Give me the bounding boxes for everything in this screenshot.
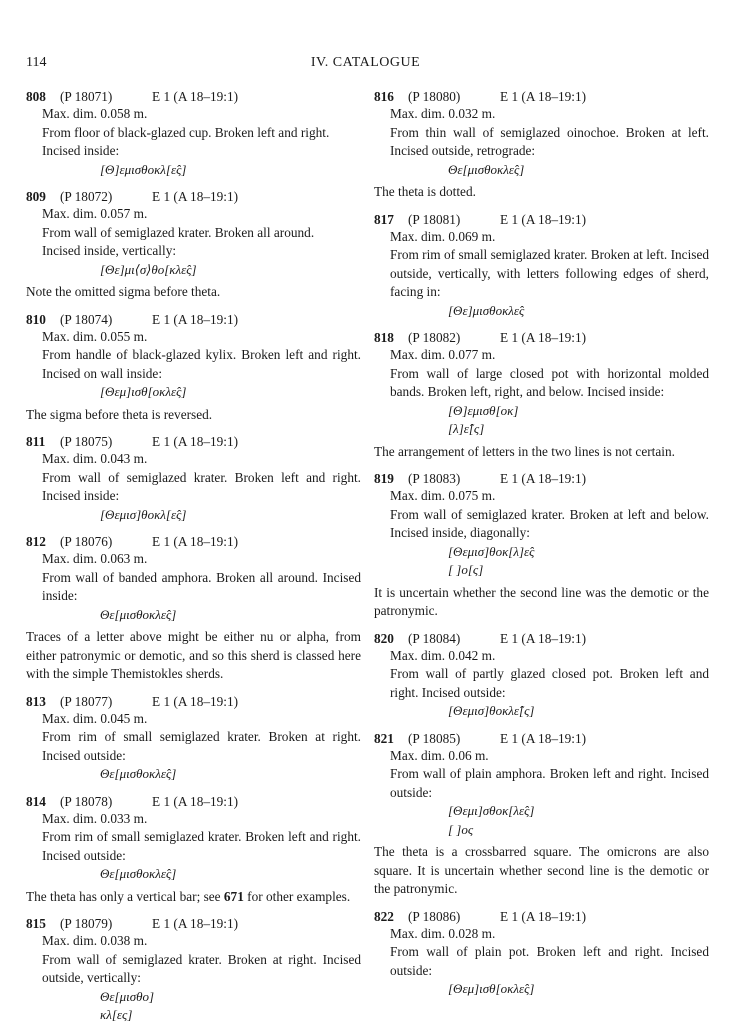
greek-inscription: [Θ]εμισθ[οκ] (448, 402, 519, 418)
entry-description (374, 228, 709, 321)
entry-note: The sigma before theta is reversed. (26, 406, 213, 422)
entry-note: Traces of a letter above might be either nu or alpha, from either patronymic or demotic, and so this sherd is classed here with the simple Themistokles sherds. (26, 629, 361, 681)
greek-inscription: [Θεμ]ισθ[οκλε̂ς] (448, 981, 535, 996)
description-line: Max. dim. 0.058 m. (42, 106, 148, 121)
inventory-number: (P 18086) (408, 908, 461, 924)
greek-inscription: Θε[μισθοκλε̂ς] (100, 606, 177, 622)
catalogue-entry (26, 433, 361, 524)
entry-heading (374, 908, 709, 925)
inventory-number: (P 18080) (408, 89, 461, 104)
greek-inscription: [Θε]μισθοκλε̂ς (448, 302, 525, 318)
greek-inscription: [λ]ε̂[ς] (448, 421, 485, 436)
entry-description (26, 810, 361, 884)
description-line: From floor of black-glazed cup. Broken left and right. (42, 124, 330, 140)
deposit-context: E 1 (A 18–19:1) (500, 630, 587, 646)
description-line: From rim of small semiglazed krater. Broken left and right. Incised outside: (42, 829, 361, 863)
entry-note: It is uncertain whether the second line was the demotic or the patronymic. (374, 584, 709, 618)
entry-description (26, 328, 361, 402)
entry-number: 817 (374, 211, 394, 227)
deposit-context: E 1 (A 18–19:1) (500, 89, 587, 104)
description-line: Max. dim. 0.057 m. (42, 206, 148, 221)
entry-description (26, 205, 361, 279)
greek-inscription: Θε[μισθοκλε̂ς] (100, 766, 177, 781)
description-line: Incised inside, vertically: (42, 243, 177, 258)
description-line: Max. dim. 0.055 m. (42, 328, 148, 344)
greek-inscription: [Θ]εμισθοκλ[ε̂ς] (100, 161, 187, 177)
greek-inscription: [Θεμι]σθοκ[λε̂ς] (448, 803, 535, 818)
inventory-number: (P 18072) (60, 189, 113, 204)
entry-description (26, 105, 361, 179)
entry-note: Note the omitted sigma before theta. (26, 284, 221, 299)
catalogue-entry (374, 470, 709, 621)
entry-description (374, 647, 709, 721)
right-column (374, 88, 709, 999)
catalogue-entry (26, 915, 361, 1025)
entry-heading (26, 915, 361, 932)
deposit-context: E 1 (A 18–19:1) (152, 534, 239, 549)
deposit-context: E 1 (A 18–19:1) (152, 793, 239, 809)
greek-inscription: [Θεμ]ισθ[οκλε̂ς] (100, 384, 187, 399)
description-line: From rim of small semiglazed krater. Broken at left. Incised outside, vertically, with letters following edges of sherd, facing in: (390, 247, 709, 299)
entry-note: The theta is a crossbarred square. The omicrons are also square. It is uncertain whether second line is the demotic or the patronymic. (374, 844, 709, 896)
entry-number: 816 (374, 89, 394, 104)
entry-heading (374, 730, 709, 747)
greek-inscription: [Θεμισ]θοκλε̂[ς] (448, 703, 535, 718)
entry-number: 814 (26, 793, 46, 809)
entry-description (374, 747, 709, 840)
greek-inscription: [ ]ο[ς] (448, 562, 484, 577)
entry-number: 809 (26, 189, 46, 204)
description-line: Max. dim. 0.075 m. (390, 488, 496, 503)
entry-number: 821 (374, 730, 394, 746)
entry-heading (26, 311, 361, 328)
greek-inscription: κλ[ες] (100, 1007, 133, 1022)
catalogue-entry (26, 533, 361, 684)
catalogue-entry (374, 908, 709, 999)
description-line: Max. dim. 0.042 m. (390, 647, 496, 663)
entry-note: The theta is dotted. (374, 184, 476, 199)
entry-number: 810 (26, 311, 46, 327)
description-line: From wall of semiglazed krater. Broken at left and below. Incised inside, diagonally: (390, 506, 709, 540)
description-line: Max. dim. 0.045 m. (42, 710, 148, 726)
entry-number: 815 (26, 916, 46, 931)
catalogue-entry (26, 793, 361, 907)
entry-heading (374, 630, 709, 647)
description-line: From wall of semiglazed krater. Broken left and right. Incised inside: (42, 469, 361, 503)
entry-number: 812 (26, 534, 46, 549)
entry-description (374, 925, 709, 999)
entry-description (26, 932, 361, 1025)
catalogue-entry (374, 88, 709, 202)
greek-inscription: Θε[μισθοκλε̂ς] (100, 866, 177, 881)
entry-note (26, 888, 361, 907)
inventory-number: (P 18071) (60, 89, 113, 104)
deposit-context: E 1 (A 18–19:1) (152, 693, 239, 709)
entry-number: 820 (374, 630, 394, 646)
catalogue-entry (26, 311, 361, 425)
catalogue-entry (374, 630, 709, 721)
description-line: From wall of semiglazed krater. Broken all around. (42, 224, 315, 240)
note-text: for other examples. (243, 888, 351, 904)
entry-description (374, 487, 709, 580)
deposit-context: E 1 (A 18–19:1) (500, 471, 587, 486)
greek-inscription: [Θε]μι⟨σ⟩θο[κλε̂ς] (100, 261, 197, 277)
description-line: From wall of banded amphora. Broken all around. Incised inside: (42, 569, 361, 603)
entry-heading (374, 470, 709, 487)
entry-number: 808 (26, 89, 46, 104)
deposit-context: E 1 (A 18–19:1) (152, 434, 239, 449)
description-line: From handle of black-glazed kylix. Broken left and right. Incised on wall inside: (42, 347, 361, 381)
greek-inscription: Θε[μισθο] (100, 988, 155, 1004)
entry-description (26, 450, 361, 524)
description-line: From wall of large closed pot with horizontal molded bands. Broken left, right, and below. Incised inside: (390, 365, 709, 399)
deposit-context: E 1 (A 18–19:1) (152, 311, 239, 327)
entry-description (374, 105, 709, 179)
greek-inscription: [Θεμισ]θοκλ[ε̂ς] (100, 506, 187, 522)
description-line: Incised inside: (42, 143, 120, 158)
deposit-context: E 1 (A 18–19:1) (500, 730, 587, 746)
running-title: IV. CATALOGUE (310, 55, 421, 70)
entry-number: 813 (26, 693, 46, 709)
entry-description (374, 346, 709, 439)
cross-reference: 671 (223, 888, 244, 904)
entry-description (26, 550, 361, 624)
deposit-context: E 1 (A 18–19:1) (500, 211, 587, 227)
catalogue-entry (26, 188, 361, 302)
inventory-number: (P 18084) (408, 630, 461, 646)
entry-heading (26, 793, 361, 810)
entry-heading (26, 188, 361, 205)
inventory-number: (P 18078) (60, 793, 113, 809)
description-line: Max. dim. 0.077 m. (390, 347, 496, 362)
inventory-number: (P 18079) (60, 916, 113, 931)
inventory-number: (P 18082) (408, 330, 461, 345)
greek-inscription: [ ]ος (448, 821, 474, 837)
description-line: From wall of semiglazed krater. Broken at right. Incised outside, vertically: (42, 951, 361, 985)
description-line: Max. dim. 0.028 m. (390, 925, 496, 941)
description-line: Max. dim. 0.032 m. (390, 106, 496, 121)
deposit-context: E 1 (A 18–19:1) (500, 330, 587, 345)
entry-note: The arrangement of letters in the two lines is not certain. (374, 443, 675, 459)
left-column (26, 88, 361, 1025)
entry-number: 811 (26, 434, 46, 449)
greek-inscription: Θε[μισθοκλε̂ς] (448, 161, 525, 177)
description-line: Max. dim. 0.069 m. (390, 228, 496, 244)
deposit-context: E 1 (A 18–19:1) (152, 189, 239, 204)
entry-heading (374, 329, 709, 346)
page-number: 114 (26, 55, 47, 70)
catalogue-entry (26, 88, 361, 179)
description-line: Max. dim. 0.063 m. (42, 551, 148, 566)
catalogue-entry (26, 693, 361, 784)
entry-heading (374, 88, 709, 105)
entry-heading (26, 533, 361, 550)
description-line: From wall of partly glazed closed pot. Broken left and right. Incised outside: (390, 666, 709, 700)
inventory-number: (P 18074) (60, 311, 113, 327)
description-line: From thin wall of semiglazed oinochoe. Broken at left. Incised outside, retrograde: (390, 124, 709, 158)
description-line: From rim of small semiglazed krater. Broken at right. Incised outside: (42, 729, 361, 763)
inventory-number: (P 18083) (408, 471, 461, 486)
description-line: Max. dim. 0.038 m. (42, 933, 148, 948)
entry-number: 818 (374, 330, 394, 345)
deposit-context: E 1 (A 18–19:1) (152, 89, 239, 104)
note-text: The theta has only a vertical bar; see (26, 888, 224, 904)
deposit-context: E 1 (A 18–19:1) (500, 908, 587, 924)
catalogue-entry (374, 211, 709, 321)
inventory-number: (P 18075) (60, 434, 113, 449)
entry-description (26, 710, 361, 784)
deposit-context: E 1 (A 18–19:1) (152, 916, 239, 931)
entry-heading (374, 211, 709, 228)
inventory-number: (P 18077) (60, 693, 113, 709)
description-line: Max. dim. 0.033 m. (42, 810, 148, 826)
description-line: Max. dim. 0.043 m. (42, 451, 148, 466)
inventory-number: (P 18081) (408, 211, 461, 227)
description-line: From wall of plain pot. Broken left and right. Incised outside: (390, 944, 709, 978)
entry-number: 822 (374, 908, 394, 924)
catalogue-entry (374, 329, 709, 461)
greek-inscription: [Θεμισ]θοκ[λ]ε̂ς (448, 543, 535, 559)
entry-heading (26, 693, 361, 710)
inventory-number: (P 18076) (60, 534, 113, 549)
entry-heading (26, 433, 361, 450)
entry-number: 819 (374, 471, 394, 486)
description-line: From wall of plain amphora. Broken left and right. Incised outside: (390, 766, 709, 800)
inventory-number: (P 18085) (408, 730, 461, 746)
entry-heading (26, 88, 361, 105)
description-line: Max. dim. 0.06 m. (390, 747, 489, 763)
catalogue-entry (374, 730, 709, 899)
